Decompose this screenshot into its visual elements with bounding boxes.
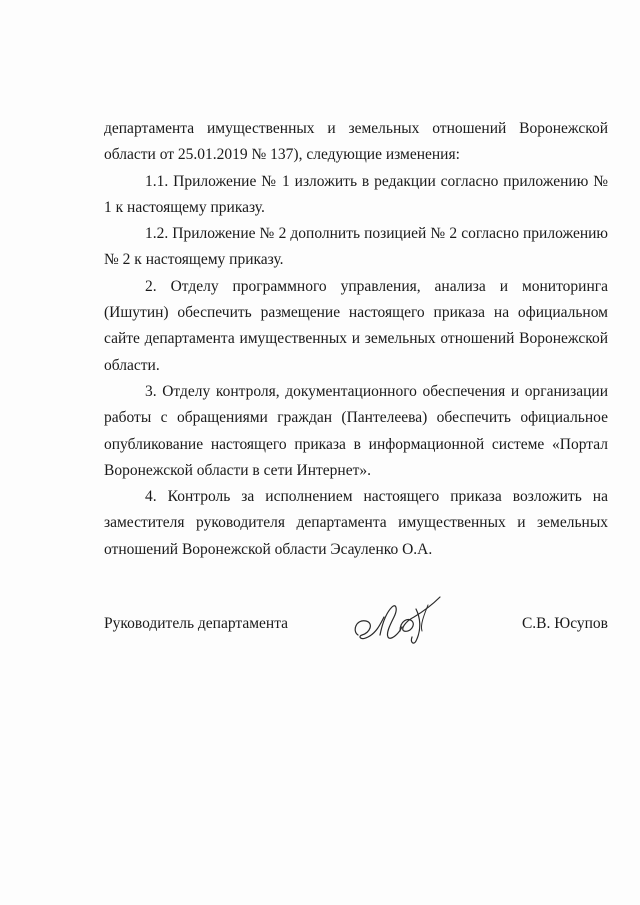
- paragraph-item-3: 3. Отделу контроля, документационного обеспечения и организации работы с обращениями граждан (Пантелеева) обеспечить официальное опубликование настоящего приказа в информационной системе «Портал Воронежской области в сети Интернет».: [104, 382, 608, 479]
- signature-block: [104, 613, 608, 643]
- paragraph-item-1-1: 1.1. Приложение № 1 изложить в редакции согласно приложению № 1 к настоящему приказу.: [104, 172, 608, 216]
- paragraph-item-2: 2. Отделу программного управления, анализа и мониторинга (Ишутин) обеспечить размещение настоящего приказа на официальном сайте департамента имущественных и земельных отношений Воронежской области.: [104, 277, 608, 374]
- signatory-position: Руководитель департамента: [104, 615, 289, 632]
- signatory-name: С.В. Юсупов: [521, 615, 608, 632]
- document-body: [104, 116, 608, 563]
- paragraph-item-1-2: 1.2. Приложение № 2 дополнить позицией № 2 согласно приложению № 2 к настоящему приказу.: [104, 225, 608, 269]
- handwritten-signature: [350, 591, 446, 647]
- paragraph-item-4: 4. Контроль за исполнением настоящего приказа возложить на заместителя руководителя департамента имущественных и земельных отношений Воронежской области Эсауленко О.А.: [104, 488, 608, 558]
- paragraph-continuation: департамента имущественных и земельных отношений Воронежской области от 25.01.2019 № 137), следующие изменения:: [104, 120, 608, 164]
